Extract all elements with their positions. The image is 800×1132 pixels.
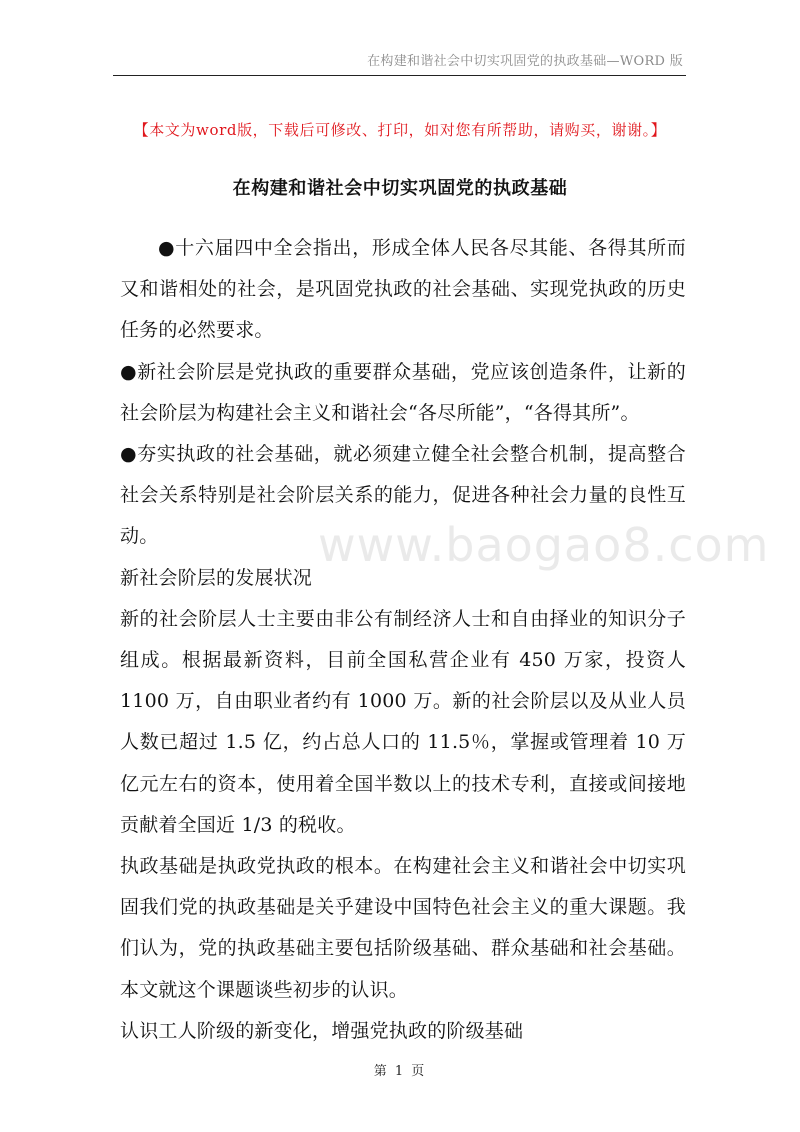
paragraph-5: 执政基础是执政党执政的根本。在构建社会主义和谐社会中切实巩固我们党的执政基础是关乎建设中国特色社会主义的重大课题。我们认为，党的执政基础主要包括阶级基础、群众基础和社会基础。本文就这个课题谈些初步的认识。 [120, 855, 686, 1001]
header-divider [113, 75, 686, 76]
document-title: 在构建和谐社会中切实巩固党的执政基础 [232, 178, 568, 199]
section-heading-2: 认识工人阶级的新变化，增强党执政的阶级基础 [120, 1019, 524, 1042]
watermark: www.baogao8.com [318, 518, 770, 572]
running-header: 在构建和谐社会中切实巩固党的执政基础—WORD 版 [367, 54, 683, 69]
paragraph-1: ●十六届四中全会指出，形成全体人民各尽其能、各得其所而又和谐相处的社会，是巩固党执政的社会基础、实现党执政的历史任务的必然要求。 [120, 237, 686, 342]
download-notice: 【本文为word版，下载后可修改、打印，如对您有所帮助，请购买，谢谢。】 [133, 121, 667, 139]
section-heading-1: 新社会阶层的发展状况 [120, 566, 313, 589]
document-body [120, 228, 686, 1052]
paragraph-3: ●夯实执政的社会基础，就必须建立健全社会整合机制，提高整合社会关系特别是社会阶层关系的能力，促进各种社会力量的良性互动。 [120, 443, 686, 548]
paragraph-4: 新的社会阶层人士主要由非公有制经济人士和自由择业的知识分子组成。根据最新资料，目前全国私营企业有 450 万家，投资人 1100 万，自由职业者约有 1000 万。新的社会阶层以及从业人员人数已超过 1.5 亿，约占总人口的 11.5％，掌握或管理着 10 万亿元左右的资本，使用着全国半数以上的技术专利，直接或间接地贡献着全国近 1/3 的税收。 [120, 607, 686, 836]
paragraph-2: ●新社会阶层是党执政的重要群众基础，党应该创造条件，让新的社会阶层为构建社会主义和谐社会“各尽所能”，“各得其所”。 [120, 360, 686, 424]
page-number: 第 1 页 [373, 1064, 427, 1079]
